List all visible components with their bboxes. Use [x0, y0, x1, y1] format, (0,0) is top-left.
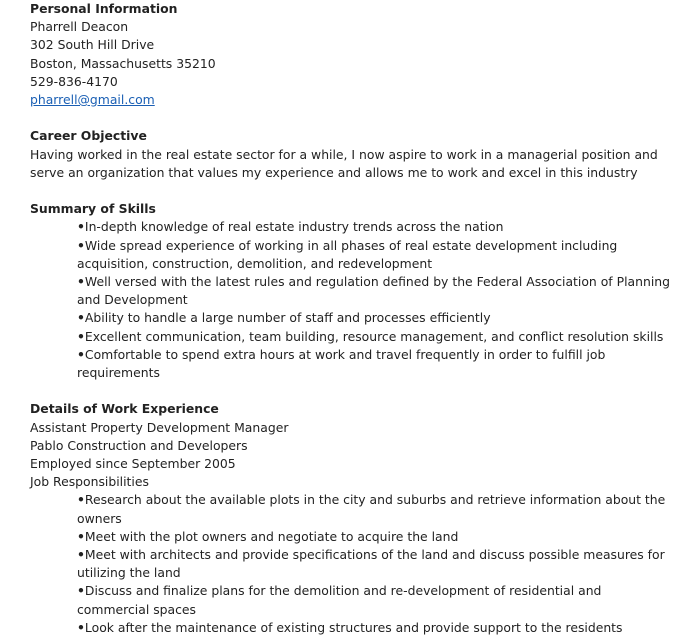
responsibility-item: •Discuss and finalize plans for the demolition and re-development of residential and commercial spaces: [77, 583, 602, 617]
responsibility-item: •Look after the maintenance of existing structures and provide support to the residents: [77, 619, 623, 635]
bullet-icon: •: [77, 492, 85, 508]
skills-heading: Summary of Skills: [30, 201, 156, 217]
bullet-icon: •: [77, 310, 85, 326]
city-address: Boston, Massachusetts 35210: [30, 55, 216, 71]
section-spacer: [30, 182, 680, 200]
employment-period: Employed since September 2005: [30, 456, 236, 472]
skill-item: •In-depth knowledge of real estate industry trends across the nation: [77, 219, 504, 235]
bullet-icon: •: [77, 619, 85, 635]
job-title: Assistant Property Development Manager: [30, 419, 289, 435]
responsibilities-label: Job Responsibilities: [30, 474, 149, 490]
street-address: 302 South Hill Drive: [30, 37, 155, 53]
bullet-icon: •: [77, 583, 85, 599]
company-name: Pablo Construction and Developers: [30, 437, 248, 453]
bullet-icon: •: [77, 547, 85, 563]
career-objective-heading: Career Objective: [30, 128, 147, 144]
phone-number: 529-836-4170: [30, 73, 118, 89]
bullet-icon: •: [77, 528, 85, 544]
bullet-icon: •: [77, 237, 85, 253]
responsibility-item: •Research about the available plots in the city and suburbs and retrieve information about the owners: [77, 492, 666, 526]
bullet-icon: •: [77, 346, 85, 362]
skill-item: •Wide spread experience of working in all phases of real estate development including acquisition, construction, demolition, and redevelopment: [77, 237, 618, 271]
person-name: Pharrell Deacon: [30, 19, 129, 35]
personal-info-heading: Personal Information: [30, 1, 178, 16]
responsibility-item: •Meet with architects and provide specifications of the land and discuss possible measures for utilizing the land: [77, 547, 665, 581]
work-experience-heading: Details of Work Experience: [30, 401, 219, 417]
skill-item: •Ability to handle a large number of staff and processes efficiently: [77, 310, 491, 326]
email-link[interactable]: pharrell@gmail.com: [30, 92, 155, 108]
skill-item: •Excellent communication, team building, resource management, and conflict resolution skills: [77, 328, 664, 344]
skill-item: •Well versed with the latest rules and regulation defined by the Federal Association of Planning and Development: [77, 274, 670, 308]
skill-item: •Comfortable to spend extra hours at work and travel frequently in order to fulfill job requirements: [77, 346, 606, 381]
section-spacer: [30, 109, 680, 127]
responsibilities-list: [30, 491, 680, 637]
section-spacer: [30, 382, 680, 400]
resume-document: [30, 0, 680, 637]
career-objective-text: Having worked in the real estate sector for a while, I now aspire to work in a managerial position and serve an organization that values my experience and allows me to work and excel in this industry: [30, 146, 658, 180]
bullet-icon: •: [77, 328, 85, 344]
responsibility-item: •Meet with the plot owners and negotiate to acquire the land: [77, 528, 459, 544]
bullet-icon: •: [77, 219, 85, 235]
bullet-icon: •: [77, 274, 85, 290]
skills-list: [30, 218, 680, 382]
